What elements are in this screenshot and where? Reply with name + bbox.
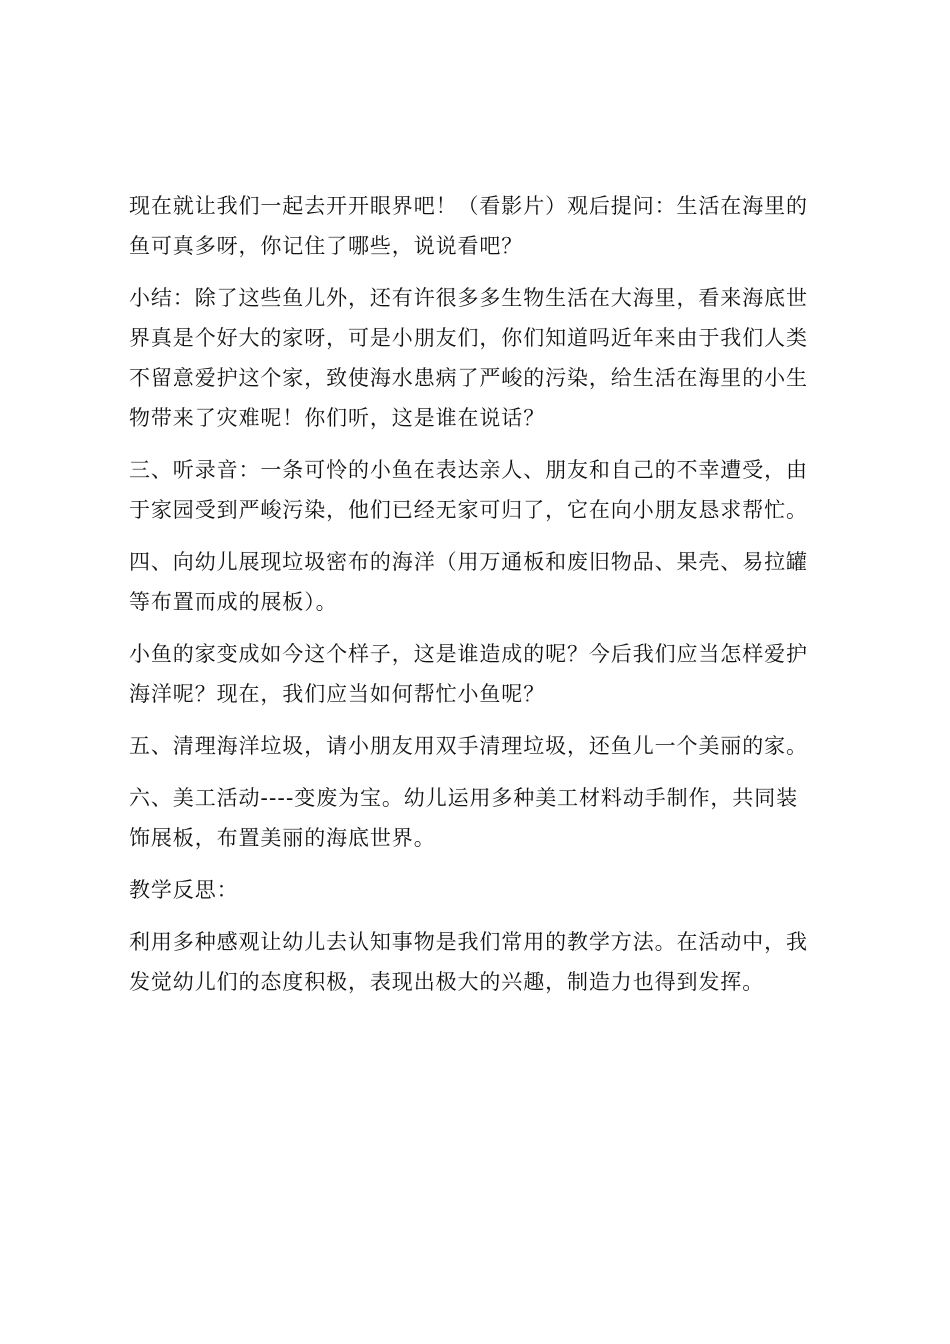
text-line: 发觉幼儿们的态度积极，表现出极大的兴趣，制造力也得到发挥。	[129, 970, 765, 994]
text-line: 四、向幼儿展现垃圾密布的海洋（用万通板和废旧物品、果壳、易拉罐	[129, 550, 808, 574]
paragraph-intro	[129, 186, 829, 266]
text-line: 物带来了灾难呢！你们听，这是谁在说话？	[129, 406, 546, 430]
text-line: 三、听录音：一条可怜的小鱼在表达亲人、朋友和自己的不幸遭受，由	[129, 458, 808, 482]
paragraph-step-3	[129, 450, 829, 530]
text-line: 鱼可真多呀，你记住了哪些，说说看吧？	[129, 234, 524, 258]
text-line: 利用多种感观让幼儿去认知事物是我们常用的教学方法。在活动中，我	[129, 930, 808, 954]
text-line: 五、清理海洋垃圾，请小朋友用双手清理垃圾，还鱼儿一个美丽的家。	[129, 734, 808, 758]
paragraph-summary	[129, 278, 829, 438]
document-body	[129, 186, 829, 1014]
section-heading-reflection	[129, 870, 829, 910]
paragraph-reflection	[129, 922, 829, 1002]
text-line: 饰展板，布置美丽的海底世界。	[129, 826, 436, 850]
text-line: 六、美工活动----变废为宝。幼儿运用多种美工材料动手制作，共同装	[129, 786, 799, 810]
text-line: 于家园受到严峻污染，他们已经无家可归了，它在向小朋友恳求帮忙。	[129, 498, 808, 522]
paragraph-step-6	[129, 778, 829, 858]
text-line: 现在就让我们一起去开开眼界吧！（看影片）观后提问：生活在海里的	[129, 194, 808, 218]
text-line: 小结：除了这些鱼儿外，还有许很多多生物生活在大海里，看来海底世	[129, 286, 808, 310]
paragraph-step-5	[129, 726, 829, 766]
text-line: 等布置而成的展板）。	[129, 590, 338, 614]
paragraph-questions	[129, 634, 829, 714]
text-line: 海洋呢？现在，我们应当如何帮忙小鱼呢？	[129, 682, 546, 706]
text-line: 不留意爱护这个家，致使海水患病了严峻的污染，给生活在海里的小生	[129, 366, 808, 390]
text-line: 界真是个好大的家呀，可是小朋友们，你们知道吗近年来由于我们人类	[129, 326, 808, 350]
paragraph-step-4	[129, 542, 829, 622]
text-line: 小鱼的家变成如今这个样子，这是谁造成的呢？今后我们应当怎样爱护	[129, 642, 808, 666]
text-line: 教学反思：	[129, 878, 239, 902]
